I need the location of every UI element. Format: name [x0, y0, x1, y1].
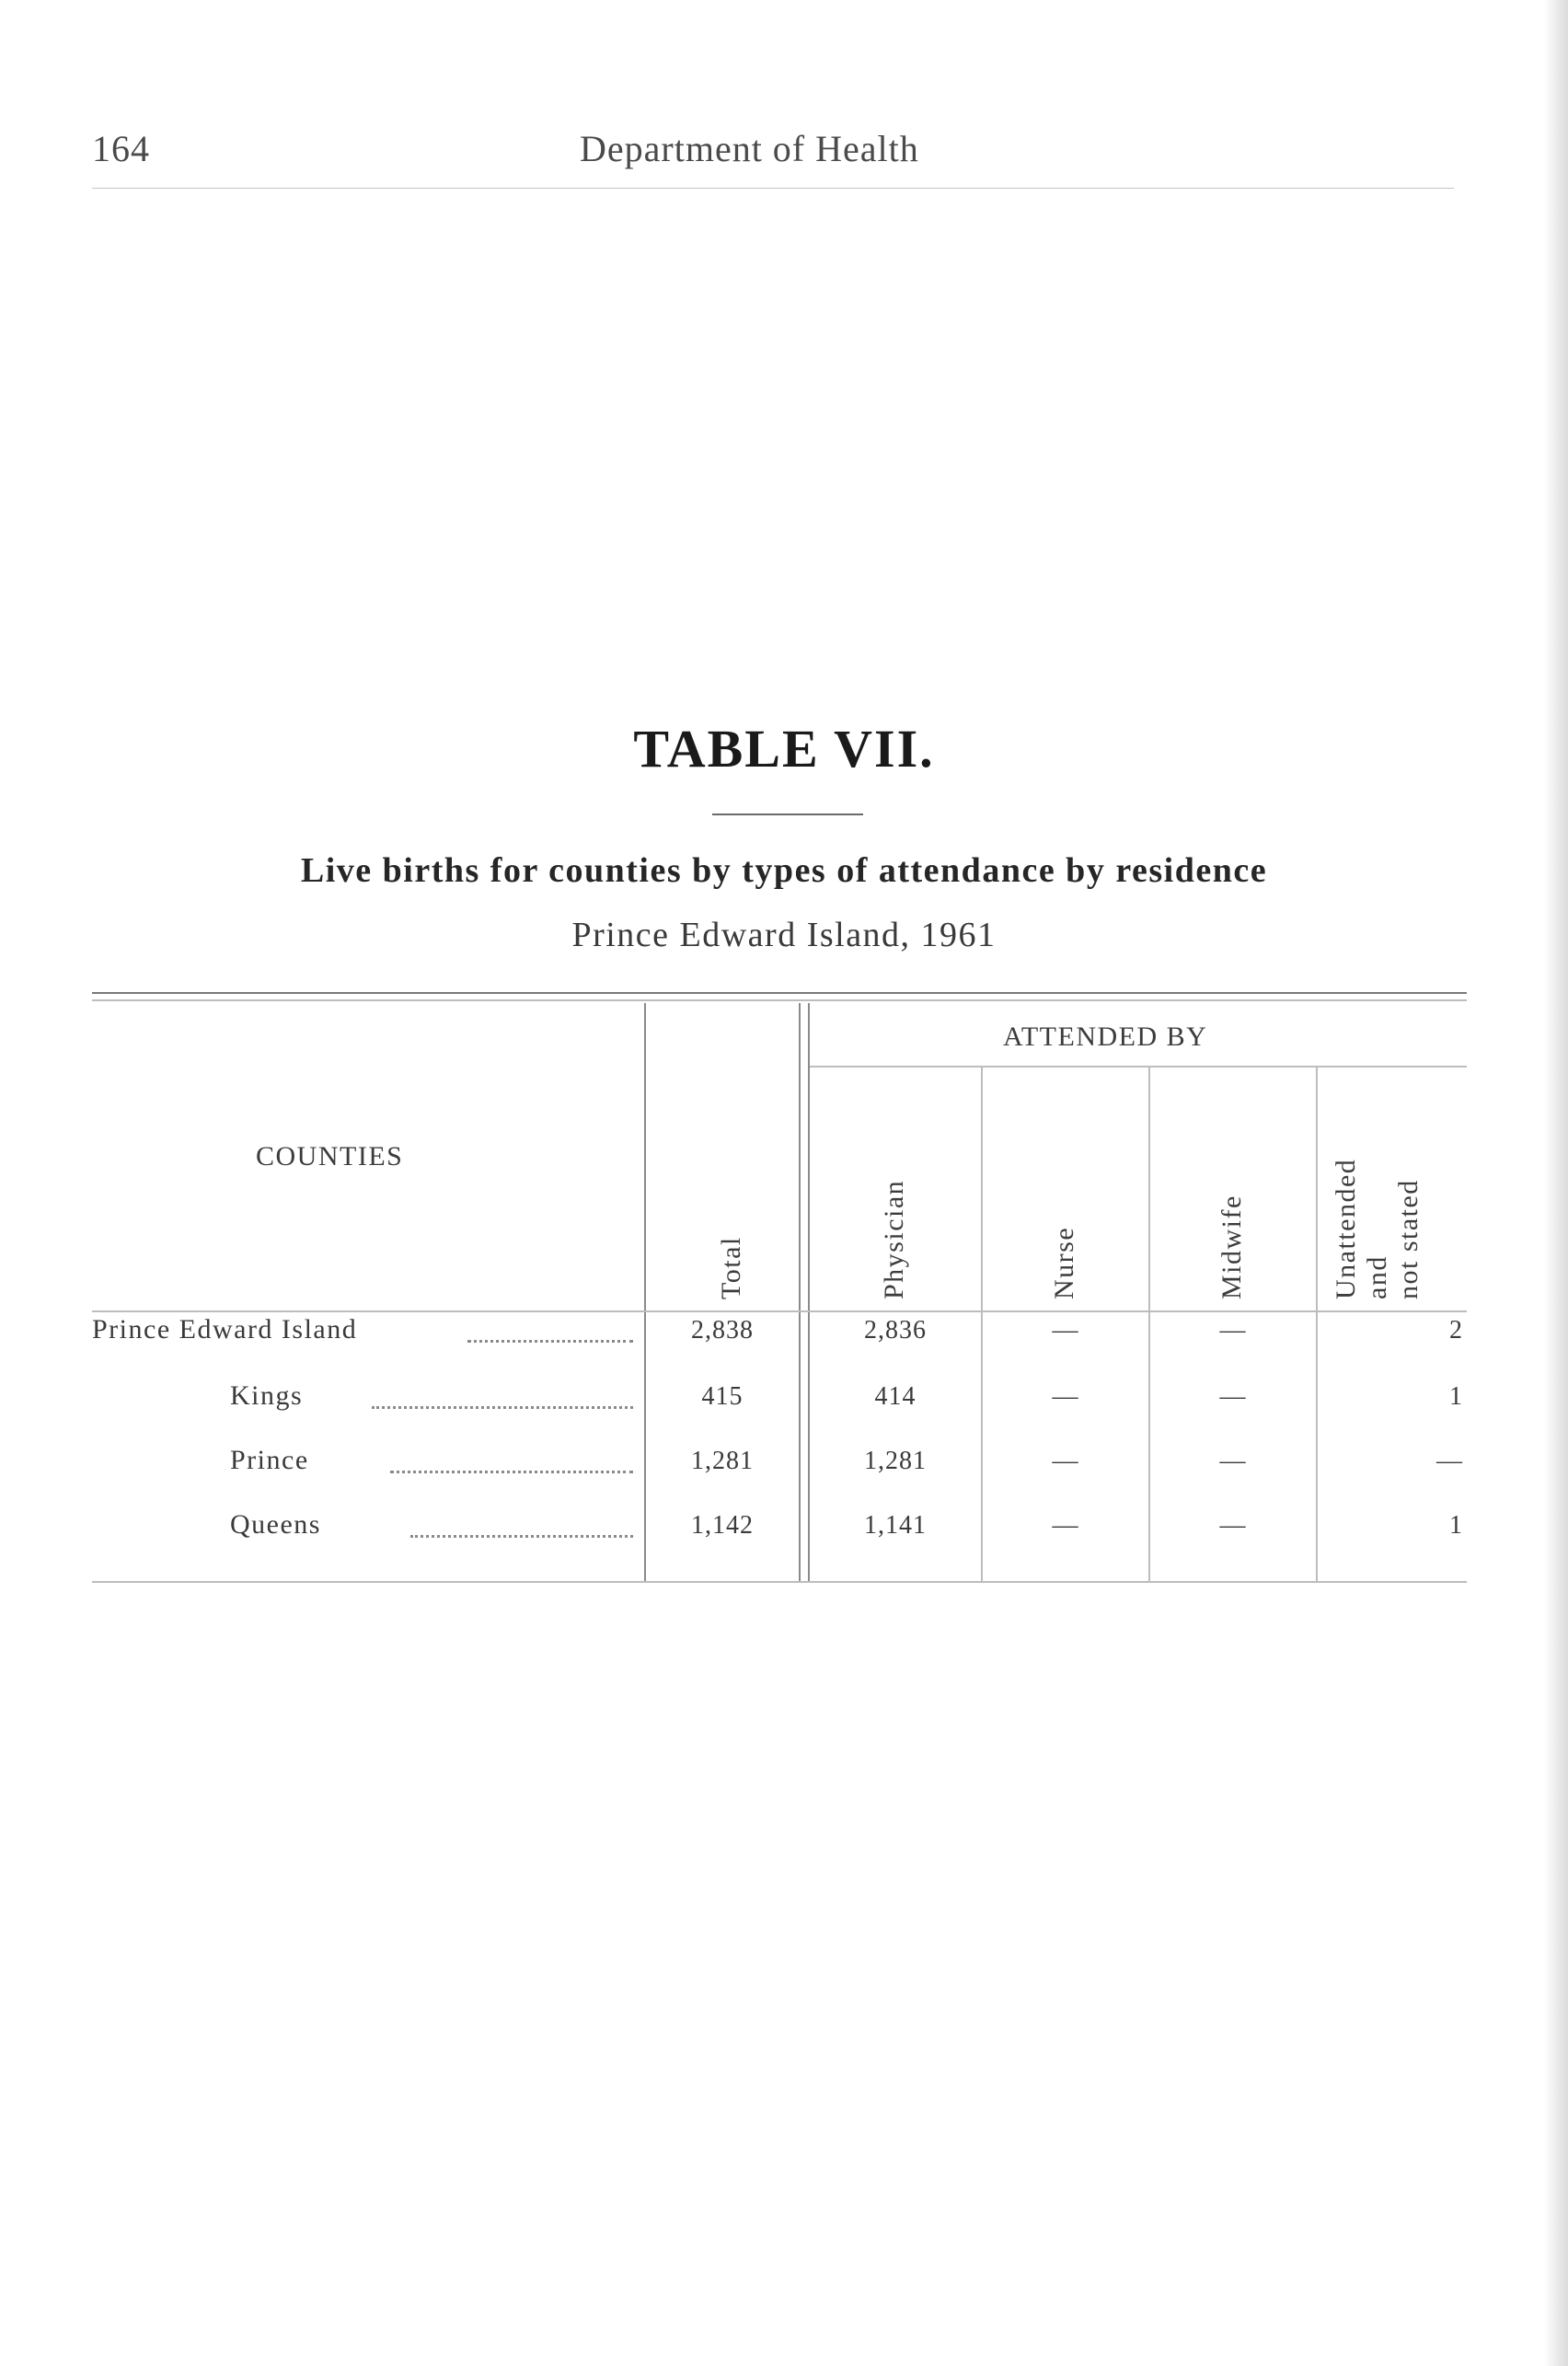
cell-nurse: —	[1052, 1511, 1079, 1540]
table-title: TABLE VII.	[633, 719, 935, 779]
col-header-total-text: Total	[716, 1236, 746, 1299]
table-subtitle: Live births for counties by types of attendance by residence	[300, 851, 1268, 890]
cell-total: 1,142	[691, 1511, 754, 1540]
cell-nurse: —	[1052, 1447, 1079, 1475]
col-header-midwife	[1216, 1195, 1248, 1299]
rule-physician-nurse	[981, 1068, 983, 1581]
cell-total: 1,281	[691, 1447, 754, 1475]
rule-total-physician-b	[808, 1003, 810, 1581]
group-header-attended-by: ATTENDED BY	[1003, 1021, 1208, 1052]
page-number: 164	[92, 128, 150, 169]
table-top-rule	[92, 992, 1467, 994]
cell-midwife: —	[1219, 1511, 1247, 1540]
col-header-midwife-text: Midwife	[1216, 1195, 1247, 1299]
col-header-nurse-text: Nurse	[1049, 1226, 1079, 1299]
rule-stub-total	[644, 1003, 646, 1581]
row-leader	[372, 1406, 633, 1409]
col-header-physician	[879, 1180, 910, 1299]
stub-header-counties: COUNTIES	[256, 1141, 404, 1171]
rule-nurse-midwife	[1148, 1068, 1150, 1581]
row-label: Kings	[230, 1380, 304, 1411]
cell-unattended: 1	[1449, 1382, 1463, 1411]
table-bottom-rule	[92, 1581, 1467, 1583]
group-header-rule	[810, 1066, 1467, 1068]
cell-physician: 1,281	[864, 1447, 927, 1475]
title-rule	[712, 814, 863, 815]
col-header-unattended	[1331, 1159, 1424, 1299]
table-top-rule-2	[92, 999, 1467, 1001]
page-edge-shadow	[1544, 0, 1568, 2366]
col-header-unattended-line2: and	[1362, 1255, 1392, 1299]
col-header-total	[716, 1236, 747, 1299]
row-leader	[467, 1340, 633, 1343]
cell-total: 2,838	[691, 1316, 754, 1345]
page-header	[92, 127, 1463, 182]
col-header-physician-text: Physician	[879, 1179, 909, 1299]
cell-unattended: 1	[1449, 1511, 1463, 1540]
rule-midwife-unattended	[1316, 1068, 1318, 1581]
col-header-unattended-line3: not stated	[1393, 1179, 1424, 1299]
col-header-unattended-line1: Unattended	[1331, 1158, 1361, 1299]
row-label: Prince	[230, 1445, 309, 1475]
row-leader	[390, 1471, 633, 1473]
cell-physician: 2,836	[864, 1316, 927, 1345]
table-subtitle-location: Prince Edward Island, 1961	[571, 916, 997, 954]
rule-total-physician-a	[799, 1003, 801, 1581]
row-leader	[410, 1535, 633, 1538]
cell-nurse: —	[1052, 1316, 1079, 1345]
cell-unattended: 2	[1449, 1316, 1463, 1345]
cell-midwife: —	[1219, 1447, 1247, 1475]
running-head: Department of Health	[580, 128, 919, 169]
cell-physician: 414	[874, 1382, 917, 1411]
cell-total: 415	[701, 1382, 744, 1411]
cell-midwife: —	[1219, 1316, 1247, 1345]
row-label: Prince Edward Island	[92, 1314, 358, 1345]
cell-physician: 1,141	[864, 1511, 927, 1540]
col-header-nurse	[1049, 1227, 1080, 1299]
cell-midwife: —	[1219, 1382, 1247, 1411]
row-label: Queens	[230, 1509, 321, 1540]
cell-unattended: —	[1436, 1447, 1463, 1475]
header-bottom-rule	[92, 1310, 1467, 1312]
cell-nurse: —	[1052, 1382, 1079, 1411]
header-rule	[92, 188, 1454, 189]
